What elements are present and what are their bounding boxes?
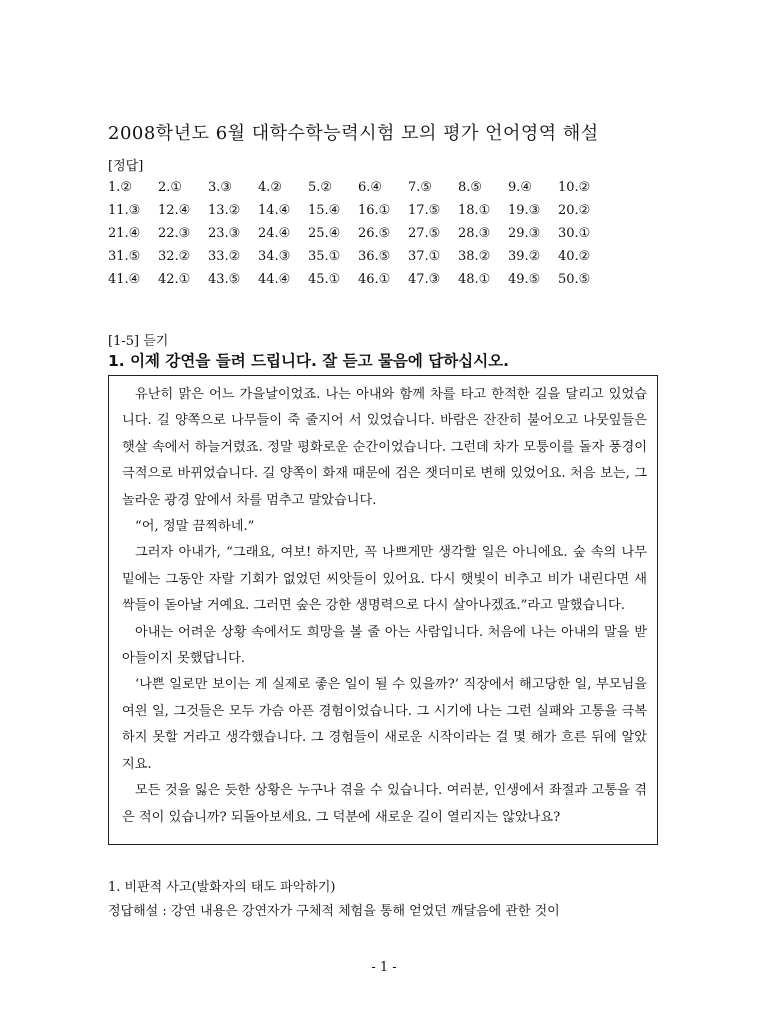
- answer-item: 36.⑤: [358, 249, 391, 264]
- answer-item: 49.⑤: [508, 272, 541, 287]
- passage-paragraph: 유난히 맑은 어느 가을날이었죠. 나는 아내와 함께 차를 타고 한적한 길을 달리고 있었습니다. 길 양쪽으로 나무들이 죽 줄지어 서 있었습니다. 바람은 잔잔히 불어오고 나뭇잎들은 햇살 속에서 하늘거렸죠. 정말 평화로운 순간이었습니다. 그런데 차가 모퉁이를 돌자 풍경이 극적으로 바뀌었습니다. 길 양쪽이 화재 때문에 검은 잿더미로 변해 있었어요. 처음 보는, 그 놀라운 광경 앞에서 차를 멈추고 말았습니다.: [122, 387, 647, 508]
- answer-item: 21.④: [108, 226, 141, 241]
- answer-item: 34.③: [258, 249, 291, 264]
- answer-item: 30.①: [558, 226, 591, 241]
- answer-item: 15.④: [308, 203, 341, 218]
- answer-item: 20.②: [558, 203, 591, 218]
- answer-item: 10.②: [558, 180, 591, 195]
- answer-item: 50.⑤: [558, 272, 591, 287]
- section-label: [1-5] 듣기: [108, 334, 169, 349]
- answer-item: 37.①: [408, 249, 441, 264]
- answer-item: 47.③: [408, 272, 441, 287]
- answer-item: 26.⑤: [358, 226, 391, 241]
- answer-item: 19.③: [508, 203, 541, 218]
- answer-item: 33.②: [208, 249, 241, 264]
- answer-item: 40.②: [558, 249, 591, 264]
- answer-item: 31.⑤: [108, 249, 141, 264]
- answer-item: 27.⑤: [408, 226, 441, 241]
- answer-item: 38.②: [458, 249, 491, 264]
- answer-item: 8.⑤: [458, 180, 483, 195]
- passage-paragraph: 그러자 아내가, “그래요, 여보! 하지만, 꼭 나쁘게만 생각할 일은 아니에요. 숲 속의 나무 밑에는 그동안 자랄 기회가 없었던 씨앗들이 있어요. 다시 햇빛이 비추고 비가 내린다면 새싹들이 돋아날 거예요. 그러면 숲은 강한 생명력으로 다시 살아나겠죠.”라고 말했습니다.: [122, 545, 647, 614]
- passage-paragraph: ‘나쁜 일로만 보이는 게 실제로 좋은 일이 될 수 있을까?’ 직장에서 해고당한 일, 부모님을 여읜 일, 그것들은 모두 가슴 아픈 경험이었습니다. 그 시기에 나는 그런 실패와 고통을 극복하지 못할 거라고 생각했습니다. 그 경험들이 새로운 시작이라는 걸 몇 해가 흐른 뒤에 알았지요.: [122, 677, 647, 772]
- question-heading: 1. 이제 강연을 들려 드립니다. 잘 듣고 물음에 답하십시오.: [108, 352, 510, 370]
- answer-item: 42.①: [158, 272, 191, 287]
- answer-key-grid: [108, 177, 608, 290]
- answer-item: 41.④: [108, 272, 141, 287]
- answer-item: 46.①: [358, 272, 391, 287]
- answer-item: 17.⑤: [408, 203, 441, 218]
- answer-item: 43.⑤: [208, 272, 241, 287]
- answer-item: 22.③: [158, 226, 191, 241]
- answer-item: 5.②: [308, 180, 333, 195]
- answer-item: 2.①: [158, 180, 183, 195]
- answer-item: 24.④: [258, 226, 291, 241]
- answer-item: 4.②: [258, 180, 283, 195]
- passage-paragraph: “어, 정말 끔찍하네.”: [135, 519, 255, 535]
- document-title: 2008학년도 6월 대학수학능력시험 모의 평가 언어영역 해설: [108, 123, 599, 144]
- answer-item: 28.③: [458, 226, 491, 241]
- answer-item: 9.④: [508, 180, 533, 195]
- answer-item: 44.④: [258, 272, 291, 287]
- answer-item: 1.②: [108, 180, 133, 195]
- answer-explanation-text: 정답해설 : 강연 내용은 강연자가 구체적 체험을 통해 얻었던 깨달음에 관한 것이: [108, 904, 560, 919]
- answer-item: 32.②: [158, 249, 191, 264]
- answer-item: 25.④: [308, 226, 341, 241]
- passage-box: [108, 375, 658, 845]
- answers-label: [정답]: [108, 159, 144, 174]
- answer-item: 23.③: [208, 226, 241, 241]
- answer-item: 39.②: [508, 249, 541, 264]
- answer-item: 45.①: [308, 272, 341, 287]
- answer-item: 35.①: [308, 249, 341, 264]
- answer-item: 12.④: [158, 203, 191, 218]
- answer-explanation-title: 1. 비판적 사고(발화자의 태도 파악하기): [108, 880, 336, 895]
- passage-paragraph: 모든 것을 잃은 듯한 상황은 누구나 겪을 수 있습니다. 여러분, 인생에서 좌절과 고통을 겪은 적이 있습니까? 되돌아보세요. 그 덕분에 새로운 길이 열리지는 않았나요?: [122, 783, 647, 825]
- answer-item: 48.①: [458, 272, 491, 287]
- answer-item: 7.⑤: [408, 180, 433, 195]
- answer-item: 16.①: [358, 203, 391, 218]
- passage-paragraph: 아내는 어려운 상황 속에서도 희망을 볼 줄 아는 사람입니다. 처음에 나는 아내의 말을 받아들이지 못했답니다.: [122, 624, 647, 667]
- page-number: - 1 -: [371, 960, 397, 975]
- answer-item: 6.④: [358, 180, 383, 195]
- answer-item: 11.③: [108, 203, 141, 218]
- answer-item: 13.②: [208, 203, 241, 218]
- answer-item: 14.④: [258, 203, 291, 218]
- answer-item: 3.③: [208, 180, 233, 195]
- answer-item: 29.③: [508, 226, 541, 241]
- answer-item: 18.①: [458, 203, 491, 218]
